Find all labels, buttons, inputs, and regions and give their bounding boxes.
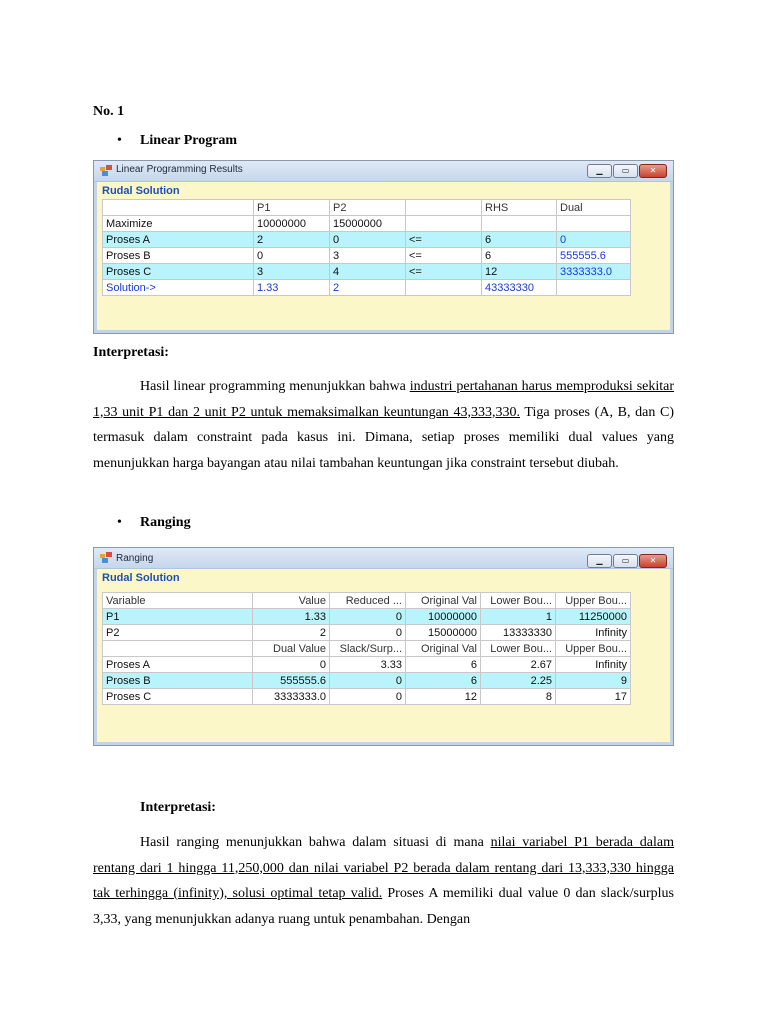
cell[interactable]: Proses A (103, 232, 254, 248)
table-row[interactable] (103, 657, 631, 673)
interpretation-title: Interpretasi: (140, 800, 216, 815)
cell[interactable]: 0 (330, 232, 406, 248)
minimize-icon[interactable]: ▁ (587, 164, 612, 178)
cell[interactable]: <= (406, 248, 482, 264)
header-cell (406, 200, 482, 216)
bullet-linear-program (117, 133, 238, 149)
cell[interactable] (406, 216, 482, 232)
cell[interactable]: 10000000 (406, 609, 481, 625)
document-heading: No. 1 (93, 104, 125, 119)
cell[interactable]: Maximize (103, 216, 254, 232)
table-row[interactable] (103, 609, 631, 625)
paragraph-text: Tiga proses (A, B, dan C) termasuk dalam constraint pada kasus ini. Dimana, setiap proses memiliki dual values yang menunjukkan harga bayangan atau nilai tambahan keuntungan jika constraint tersebut diubah. (93, 404, 674, 471)
solution-label: Rudal Solution (102, 185, 180, 197)
cell[interactable] (482, 216, 557, 232)
header-cell: Slack/Surp... (330, 641, 406, 657)
header-cell (103, 641, 253, 657)
ranging-window (93, 547, 674, 746)
paragraph-text: Hasil ranging menunjukkan bahwa dalam situasi di mana (140, 835, 491, 850)
cell[interactable]: Proses C (103, 264, 254, 280)
bullet-dot-icon: • (117, 133, 122, 148)
cell[interactable]: 2.67 (481, 657, 556, 673)
cell[interactable]: 0 (557, 232, 631, 248)
header-cell: Dual Value (253, 641, 330, 657)
bullet-label: Linear Program (140, 133, 238, 148)
cell[interactable]: 1.33 (253, 609, 330, 625)
grid-header-row (103, 200, 631, 216)
header-cell: Upper Bou... (556, 593, 631, 609)
close-icon[interactable]: ✕ (639, 554, 667, 568)
cell[interactable]: 0 (330, 689, 406, 705)
window-title: Linear Programming Results (116, 164, 243, 175)
cell[interactable]: 3.33 (330, 657, 406, 673)
cell[interactable]: 11250000 (556, 609, 631, 625)
header-cell: P1 (254, 200, 330, 216)
cell[interactable]: 0 (253, 657, 330, 673)
cell[interactable]: 6 (482, 248, 557, 264)
cell[interactable]: 2 (253, 625, 330, 641)
cell[interactable]: 2 (254, 232, 330, 248)
paragraph-underlined-text: nilai variabel P1 berada dalam rentang dari 1 hingga 11,250,000 dan nilai variabel P2 berada dalam rentang dari 13,333,330 hingga tak terhingga (infinity), solusi optimal tetap valid. (93, 835, 674, 901)
header-cell: Reduced ... (330, 593, 406, 609)
grid-header-row (103, 641, 631, 657)
maximize-icon[interactable]: ▭ (613, 554, 638, 568)
cell[interactable]: P1 (103, 609, 253, 625)
cell[interactable] (557, 216, 631, 232)
header-cell: Lower Bou... (481, 593, 556, 609)
bullet-label: Ranging (140, 515, 191, 530)
ranging-grid (102, 592, 631, 705)
interpretation-paragraph (93, 374, 674, 476)
app-icon (100, 552, 112, 563)
cell[interactable]: Proses A (103, 657, 253, 673)
cell[interactable]: 555555.6 (253, 673, 330, 689)
maximize-icon[interactable]: ▭ (613, 164, 638, 178)
cell[interactable]: 2 (330, 280, 406, 296)
cell[interactable] (406, 280, 482, 296)
header-cell: Lower Bou... (481, 641, 556, 657)
cell[interactable]: 9 (556, 673, 631, 689)
header-cell: RHS (482, 200, 557, 216)
lp-results-window (93, 160, 674, 334)
table-row[interactable] (103, 216, 631, 232)
cell[interactable]: 43333330 (482, 280, 557, 296)
cell[interactable]: Infinity (556, 657, 631, 673)
lp-results-grid (102, 199, 631, 296)
bullet-ranging (117, 515, 191, 531)
cell[interactable]: 6 (482, 232, 557, 248)
cell[interactable]: 3333333.0 (557, 264, 631, 280)
cell[interactable]: 0 (330, 625, 406, 641)
app-icon (100, 165, 112, 176)
window-title: Ranging (116, 553, 154, 564)
cell[interactable]: Proses B (103, 248, 254, 264)
table-row[interactable] (103, 673, 631, 689)
cell[interactable]: 10000000 (254, 216, 330, 232)
cell[interactable]: 555555.6 (557, 248, 631, 264)
cell[interactable]: 15000000 (406, 625, 481, 641)
cell[interactable]: 17 (556, 689, 631, 705)
solution-label: Rudal Solution (102, 572, 180, 584)
cell[interactable]: 6 (406, 657, 481, 673)
cell[interactable]: 8 (481, 689, 556, 705)
cell[interactable] (557, 280, 631, 296)
close-icon[interactable]: ✕ (639, 164, 667, 178)
header-cell: Value (253, 593, 330, 609)
cell[interactable]: 3 (330, 248, 406, 264)
paragraph-text: Proses A memiliki dual value 0 dan slack/surplus 3,33, yang menunjukkan adanya ruang untuk penambahan. Dengan (93, 886, 674, 927)
window-titlebar[interactable] (94, 161, 673, 182)
cell[interactable]: 0 (330, 609, 406, 625)
cell[interactable]: 0 (330, 673, 406, 689)
header-cell: Variable (103, 593, 253, 609)
cell[interactable]: 12 (482, 264, 557, 280)
cell[interactable]: <= (406, 232, 482, 248)
cell[interactable]: 2.25 (481, 673, 556, 689)
table-row[interactable] (103, 264, 631, 280)
minimize-icon[interactable]: ▁ (587, 554, 612, 568)
cell[interactable]: Proses B (103, 673, 253, 689)
window-titlebar[interactable] (94, 548, 673, 569)
header-cell: Upper Bou... (556, 641, 631, 657)
header-cell: Original Val (406, 641, 481, 657)
cell[interactable]: <= (406, 264, 482, 280)
paragraph-text: Hasil linear programming menunjukkan bahwa (140, 379, 410, 394)
interpretation-paragraph (93, 830, 674, 932)
table-row[interactable] (103, 689, 631, 705)
cell[interactable]: Proses C (103, 689, 253, 705)
table-row[interactable] (103, 280, 631, 296)
table-row[interactable] (103, 248, 631, 264)
cell[interactable]: 3333333.0 (253, 689, 330, 705)
interpretation-title: Interpretasi: (93, 345, 169, 360)
cell[interactable]: P2 (103, 625, 253, 641)
table-row[interactable] (103, 232, 631, 248)
bullet-dot-icon: • (117, 515, 122, 530)
header-cell: Original Val (406, 593, 481, 609)
cell[interactable]: 3 (254, 264, 330, 280)
header-cell (103, 200, 254, 216)
table-row[interactable] (103, 625, 631, 641)
paragraph-underlined-text: industri pertahanan harus memproduksi sekitar 1,33 unit P1 dan 2 unit P2 untuk memaksimalkan keuntungan 43,333,330. (93, 379, 675, 420)
cell[interactable]: 15000000 (330, 216, 406, 232)
cell[interactable]: 12 (406, 689, 481, 705)
header-cell: Dual (557, 200, 631, 216)
cell[interactable]: 1 (481, 609, 556, 625)
cell[interactable]: 6 (406, 673, 481, 689)
grid-header-row (103, 593, 631, 609)
cell[interactable]: Solution-> (103, 280, 254, 296)
cell[interactable]: 0 (254, 248, 330, 264)
cell[interactable]: 4 (330, 264, 406, 280)
cell[interactable]: Infinity (556, 625, 631, 641)
cell[interactable]: 13333330 (481, 625, 556, 641)
cell[interactable]: 1.33 (254, 280, 330, 296)
header-cell: P2 (330, 200, 406, 216)
